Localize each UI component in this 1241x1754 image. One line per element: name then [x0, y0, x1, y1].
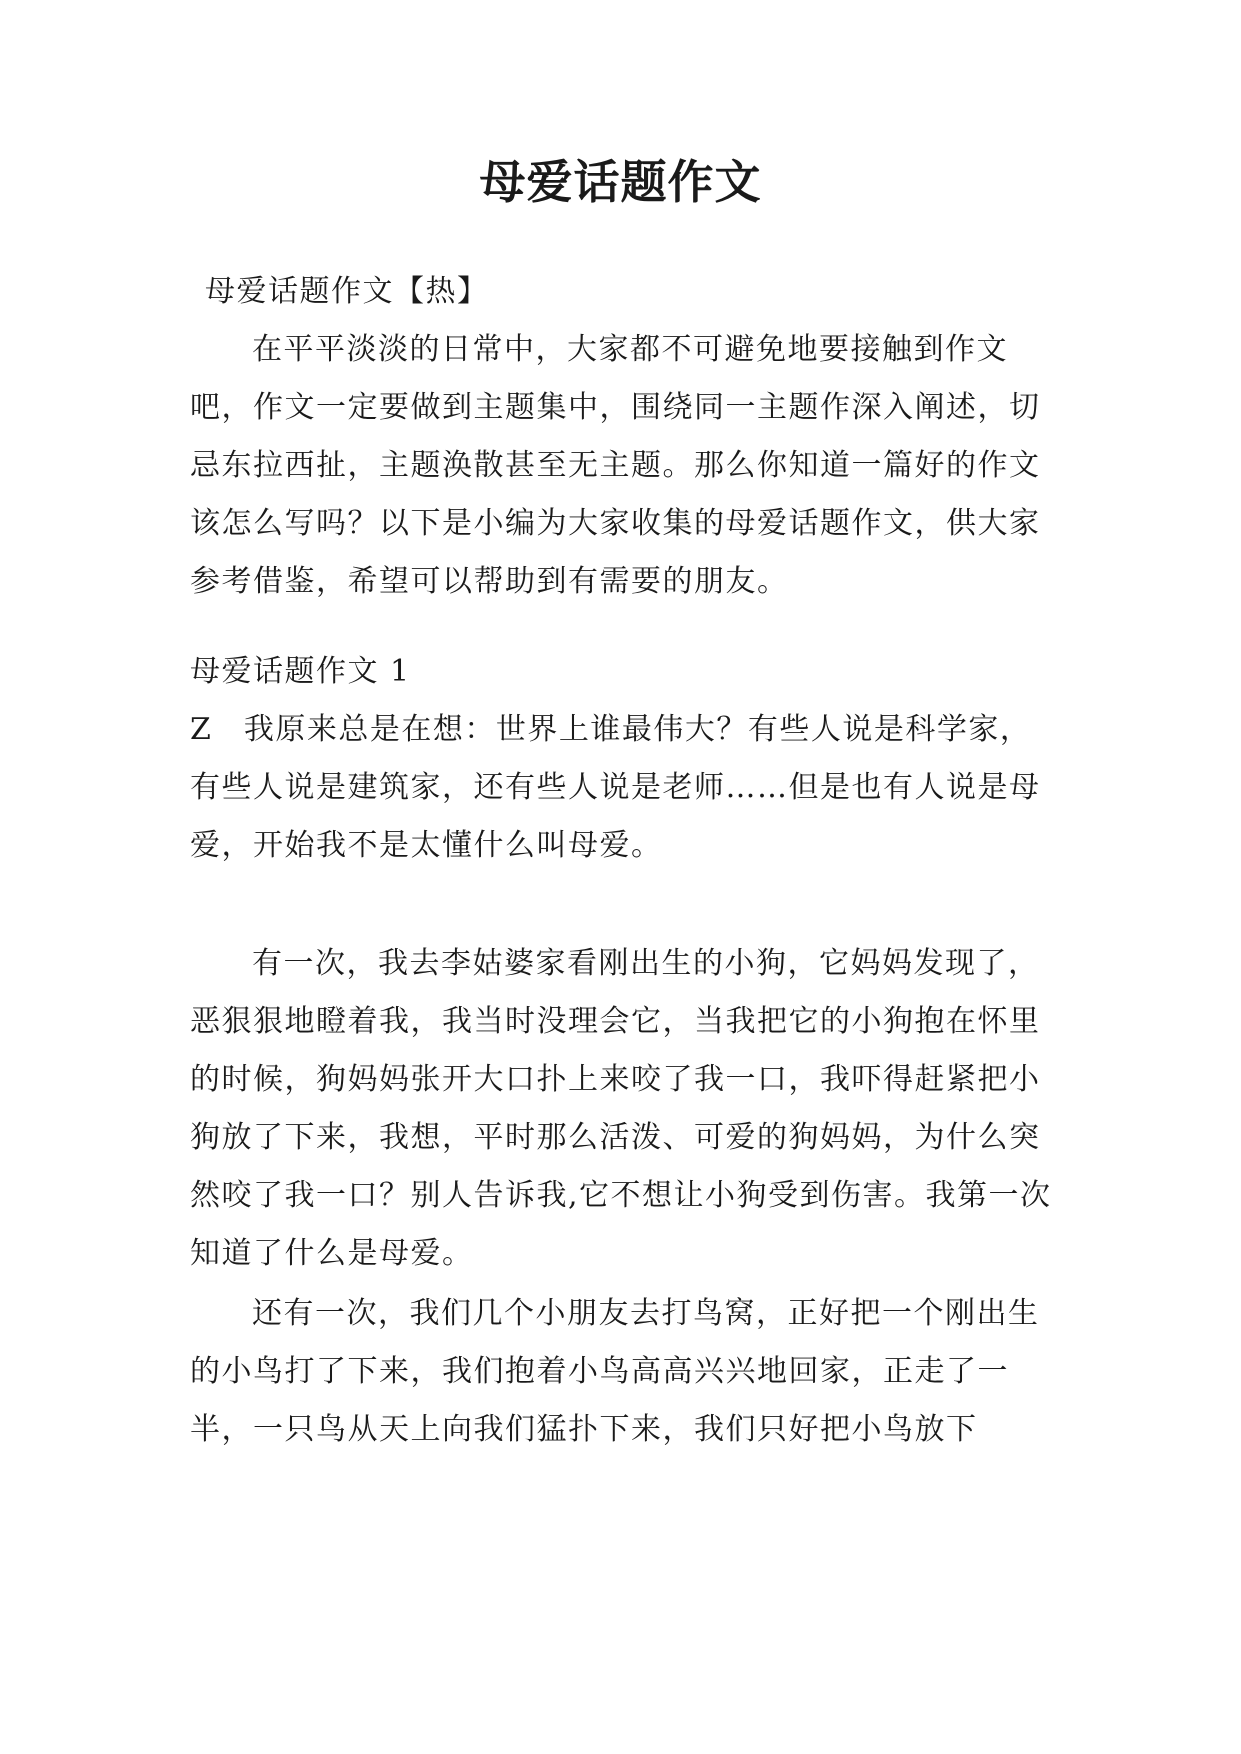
document-title: 母爱话题作文 [479, 155, 762, 209]
paragraph-2: 有一次，我去李姑婆家看刚出生的小狗，它妈妈发现了，恶狠狠地瞪着我，我当时没理会它，当我把它的小狗抱在怀里的时候，狗妈妈张开大口扑上来咬了我一口，我吓得赶紧把小狗放了下来，我想，平时那么活泼、可爱的狗妈妈，为什么突然咬了我一口？别人告诉我,它不想让小狗受到伤害。我第一次知道了什么是母爱。 [190, 946, 1052, 1271]
document-subtitle: 母爱话题作文【热】 [205, 274, 489, 309]
paragraph-1: Z 我原来总是在想：世界上谁最伟大？有些人说是科学家，有些人说是建筑家，还有些人说是老师……但是也有人说是母爱，开始我不是太懂什么叫母爱。 [190, 712, 1041, 863]
paragraph-3: 还有一次，我们几个小朋友去打鸟窝，正好把一个刚出生的小鸟打了下来，我们抱着小鸟高高兴兴地回家，正走了一半，一只鸟从天上向我们猛扑下来，我们只好把小鸟放下 [190, 1296, 1040, 1447]
section-heading: 母爱话题作文 1 [190, 654, 411, 689]
intro-paragraph: 在平平淡淡的日常中，大家都不可避免地要接触到作文吧，作文一定要做到主题集中，围绕同一主题作深入阐述，切忌东拉西扯，主题涣散甚至无主题。那么你知道一篇好的作文该怎么写吗？以下是小编为大家收集的母爱话题作文，供大家参考借鉴，希望可以帮助到有需要的朋友。 [190, 332, 1041, 599]
